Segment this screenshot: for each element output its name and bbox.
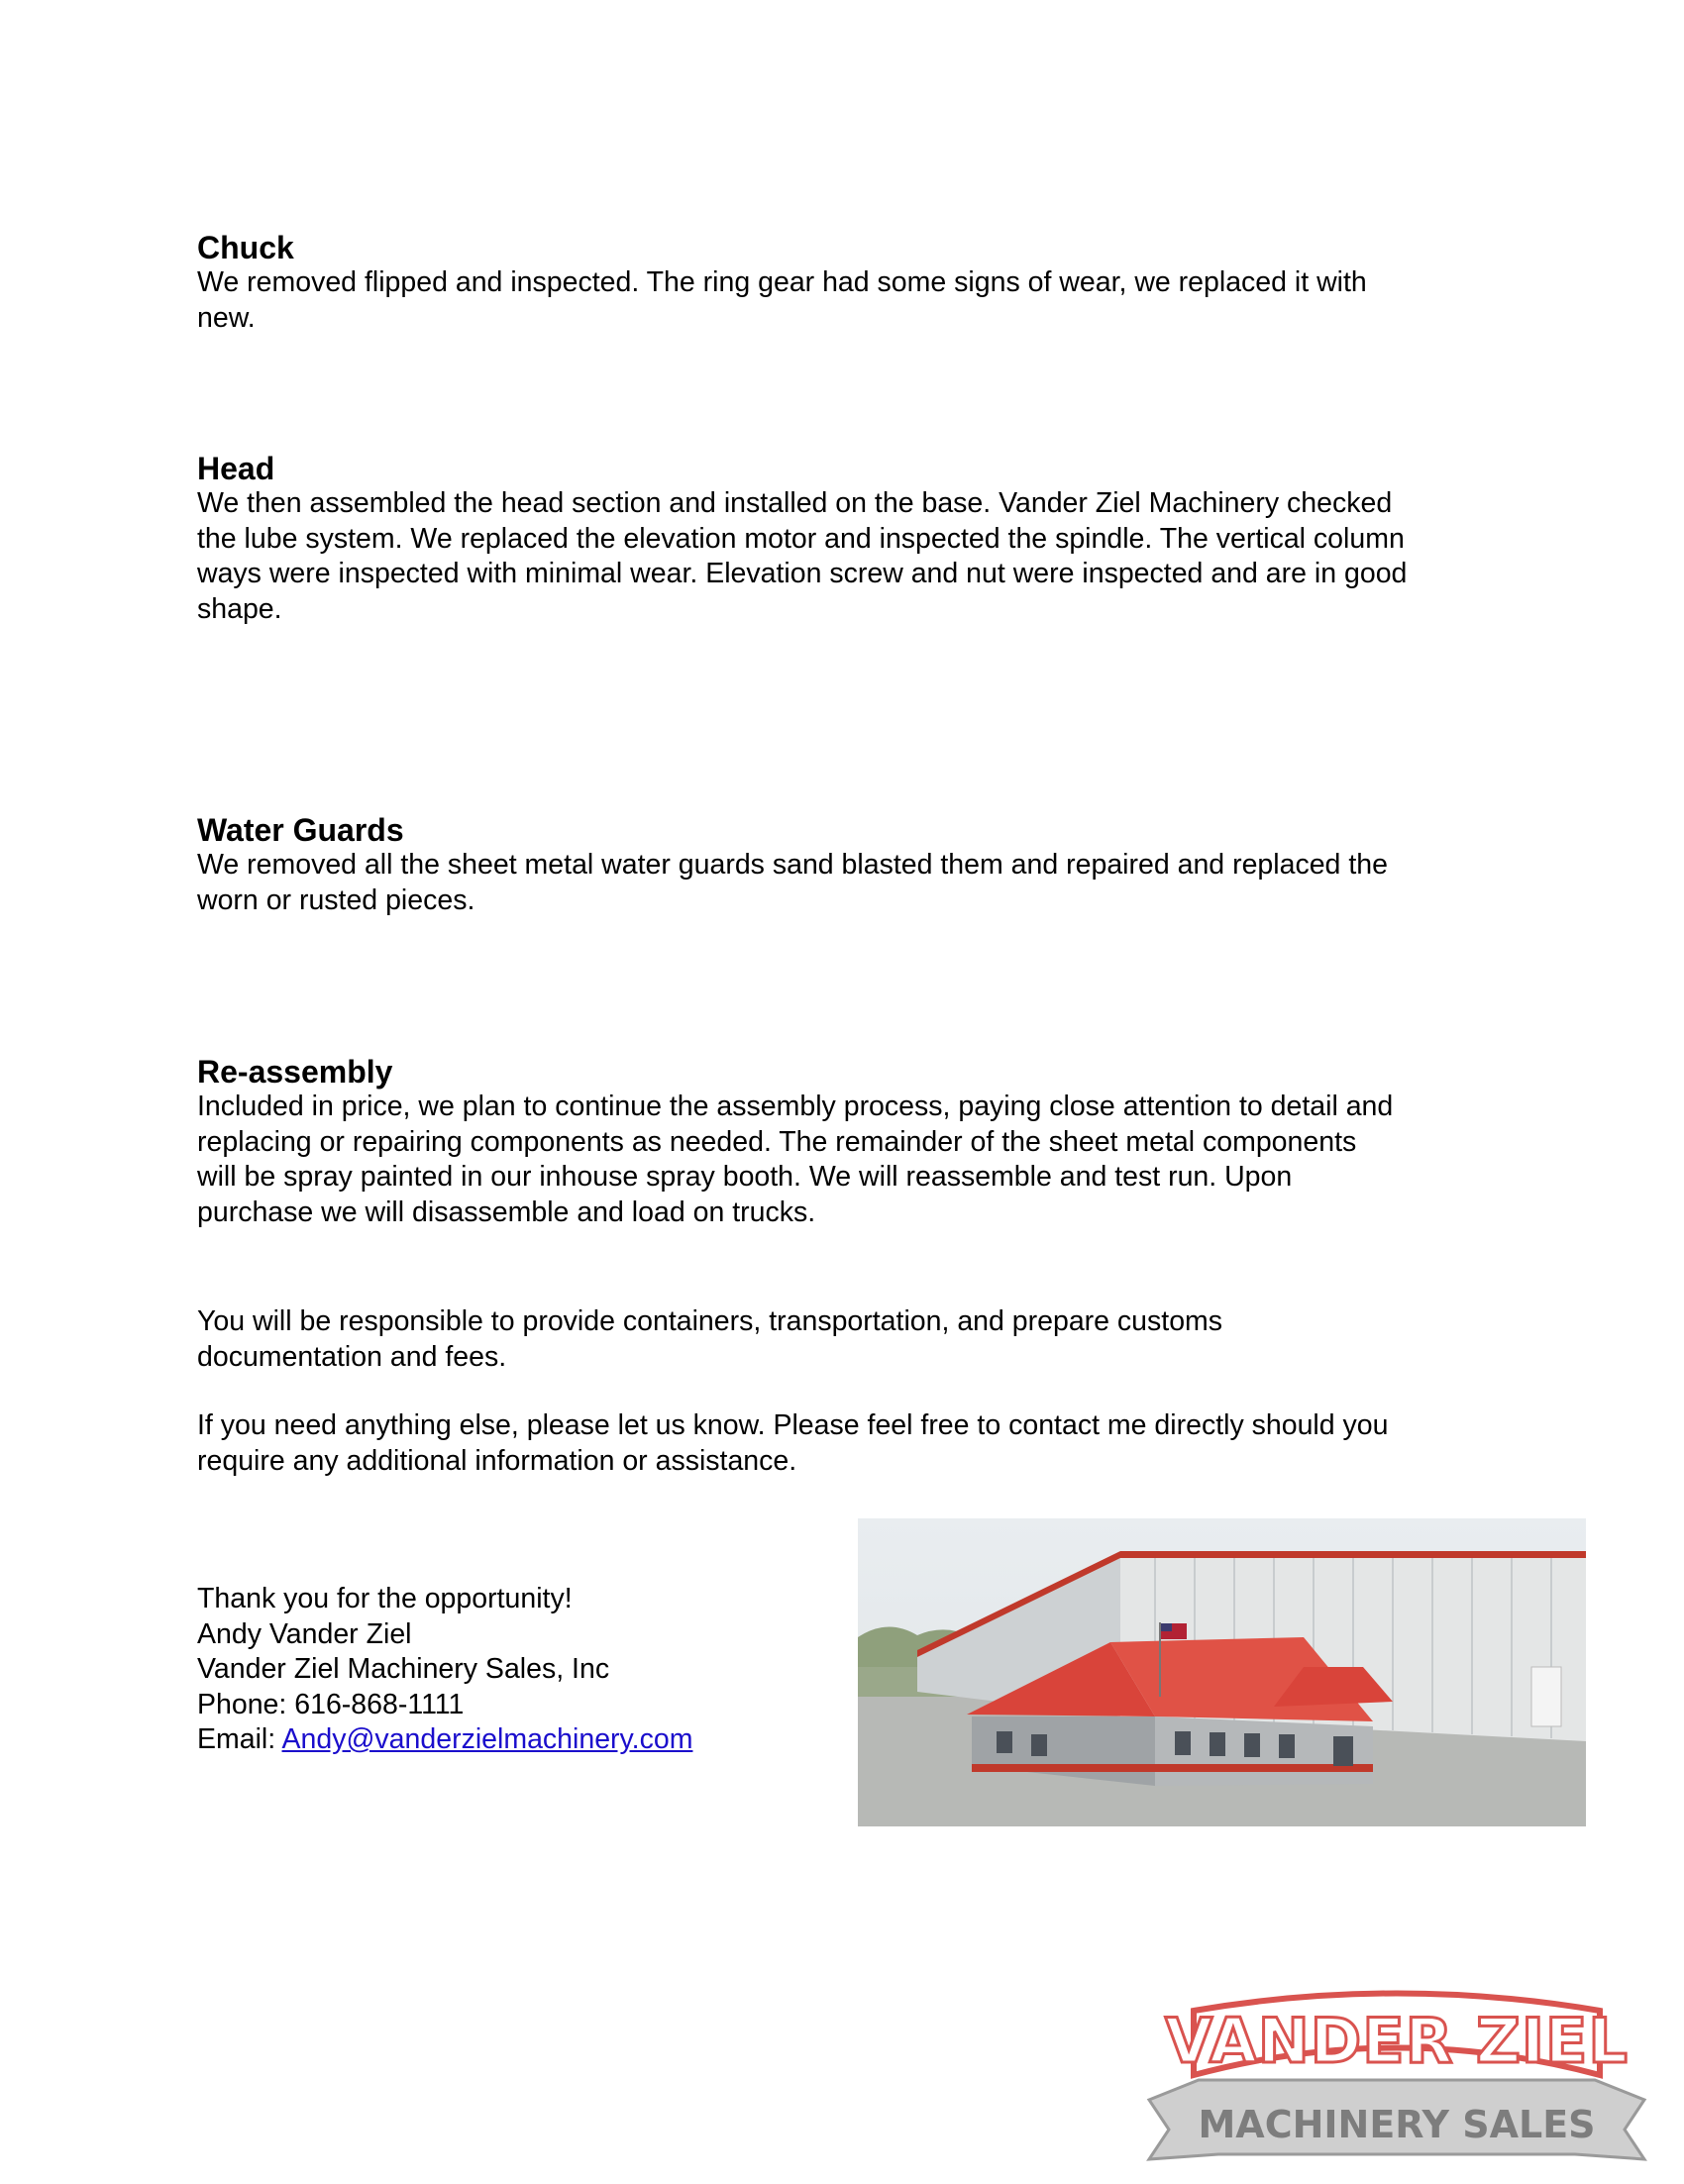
email-link[interactable]: Andy@vanderzielmachinery.com [281,1723,693,1755]
logo-title: VANDER ZIEL [1165,2005,1629,2077]
signature-name: Andy Vander Ziel [197,1617,412,1650]
note-line: If you need anything else, please let us know. Please feel free to contact me directly should you [197,1409,1389,1441]
section-heading: Re-assembly [197,1054,393,1090]
section-body-line: We removed all the sheet metal water guards sand blasted them and repaired and replaced the [197,849,1388,881]
note-responsibility [197,1304,1515,1375]
section-body-line: new. [197,301,256,334]
signature-phone: Phone: 616-868-1111 [197,1688,465,1720]
email-label: Email: [197,1723,282,1755]
signature-email-line [197,1722,831,1758]
section-heading: Chuck [197,230,294,265]
note-line: You will be responsible to provide containers, transportation, and prepare customs [197,1305,1223,1337]
signature-block [197,1582,831,1758]
section-body-line: replacing or repairing components as needed. The remainder of the sheet metal components [197,1125,1357,1158]
section-head [197,451,1515,627]
section-heading: Head [197,451,275,486]
section-body-line: Included in price, we plan to continue the assembly process, paying close attention to detail and [197,1091,1394,1122]
section-body-line: ways were inspected with minimal wear. Elevation screw and nut were inspected and are in good [197,558,1408,589]
building-photo [858,1518,1586,1826]
section-body-line: will be spray painted in our inhouse spray booth. We will reassemble and test run. Upon [197,1161,1293,1193]
section-body-line: purchase we will disassemble and load on trucks. [197,1196,816,1228]
signature-company: Vander Ziel Machinery Sales, Inc [197,1653,610,1685]
section-heading: Water Guards [197,812,404,848]
section-water-guards [197,812,1515,918]
section-reassembly [197,1054,1515,1230]
section-body-line: We then assembled the head section and installed on the base. Vander Ziel Machinery checked [197,487,1393,519]
logo-subtitle: MACHINERY SALES [1198,2103,1596,2146]
note-line: require any additional information or assistance. [197,1444,797,1477]
section-body-line: the lube system. We replaced the elevation motor and inspected the spindle. The vertical column [197,522,1405,555]
section-body-line: worn or rusted pieces. [197,884,475,916]
note-contact [197,1408,1515,1479]
company-logo [1139,1981,1654,2179]
section-body-line: We removed flipped and inspected. The ring gear had some signs of wear, we replaced it with [197,266,1367,298]
section-body-line: shape. [197,592,282,625]
section-chuck [197,230,1515,336]
note-line: documentation and fees. [197,1340,507,1373]
signature-thanks: Thank you for the opportunity! [197,1583,573,1614]
